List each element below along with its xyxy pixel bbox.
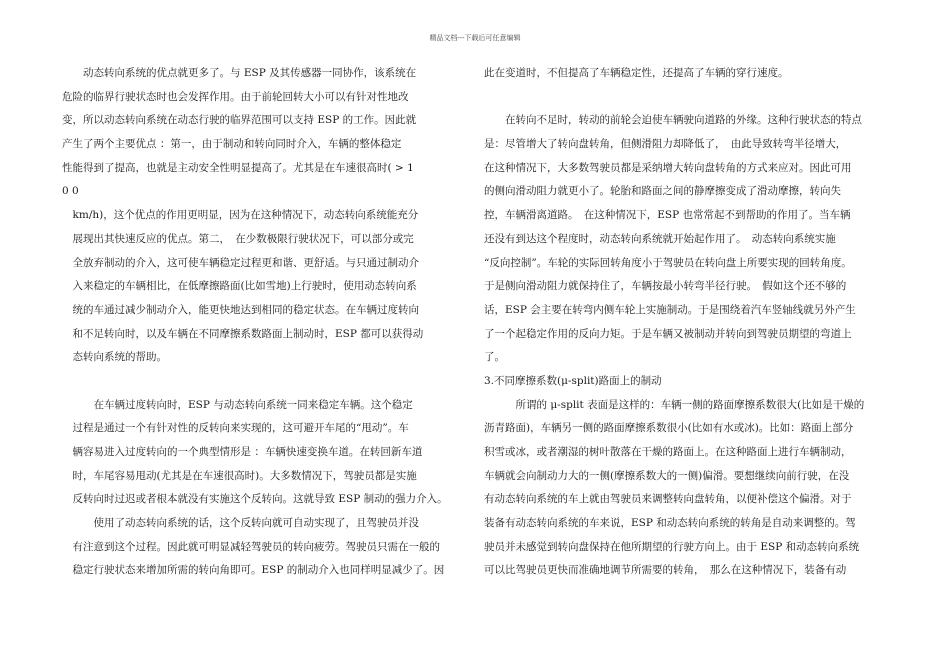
text-line: 和不足转向时，以及车辆在不同摩擦系数路面上制动时，ESP 都可以获得动 [62,327,424,340]
text-line: 了。 [484,351,505,364]
text-line: 稳定行驶状态来增加所需的转向角即可。ESP 的制动介入也同样明显减少了。因 [62,564,445,577]
text-line: 于是侧向滑动阻力就保持住了，车辆按最小转弯半径行驶。 假如这个还不够的 [484,280,847,293]
text-line: 此在变道时，不但提高了车辆稳定性，还提高了车辆的穿行速度。 [484,67,789,79]
text-line: 统的车通过减少制动介入，能更快地达到相同的稳定状态。在车辆过度转向 [62,303,419,316]
text-line: 是：尽管增大了转向盘转角，但侧滑阻力却降低了， 由此导致转弯半径增大， [484,138,847,151]
text-line: 危险的临界行驶状态时也会发挥作用。由于前轮回转大小可以有针对性地改 [62,90,409,103]
left-column [62,62,472,583]
text-line: 所谓的 μ-split 表面是这样的：车辆一侧的路面摩擦系数很大(比如是干燥的 [484,398,865,411]
text-line: 话，ESP 会主要在转弯内侧车轮上实施制动。于是围绕着汽车竖轴线就另外产生 [484,303,856,316]
text-line: 驶员并未感觉到转向盘保持在他所期望的行驶方向上。由于 ESP 和动态转向系统 [484,540,860,553]
text-line: 沥青路面)，车辆另一侧的路面摩擦系数很小(比如有水或冰)。比如：路面上部分 [484,422,854,435]
text-line: “反向控制”。车轮的实际回转角度小于驾驶员在转向盘上所要实现的回转角度。 [484,256,852,269]
text-line: 有动态转向系统的车上就由驾驶员来调整转向盘转角，以便补偿这个偏滑。对于 [484,493,852,506]
text-line: 0 0 [62,185,79,198]
text-line: 在车辆过度转向时，ESP 与动态转向系统一同来稳定车辆。这个稳定 [62,398,413,411]
text-line: km/h)，这个优点的作用更明显，因为在这种情况下，动态转向系统能充分 [62,209,419,222]
text-line: 在这种情况下，大多数驾驶员都是采纳增大转向盘转角的方式来应对。因此可用 [484,161,852,174]
paragraph-gap [484,86,888,110]
text-line: 有注意到这个过程。因此就可明显减轻驾驶员的转向疲劳。驾驶员只需在一般的 [62,540,440,553]
paragraph-gap [62,370,472,394]
text-line: 控，车辆滑离道路。 在这种情况下，ESP 也常常起不到帮助的作用了。当车辆 [484,209,851,222]
text-line: 使用了动态转向系统的话，这个反转向就可自动实现了，且驾驶员并没 [62,517,419,530]
text-line: 的侧向滑动阻力就更小了。轮胎和路面之间的静摩擦变成了滑动摩擦，转向失 [484,185,841,198]
text-line: 积雪或冰，或者潮湿的树叶散落在干燥的路面上。在这种路面上进行车辆制动， [484,446,852,458]
text-line: 在转向不足时，转动的前轮会迫使车辆驶向道路的外缘。这种行驶状态的特点 [484,114,862,127]
text-line: 车辆就会向制动力大的一侧(摩擦系数大的一侧)偏滑。要想继续向前行驶，在没 [484,469,850,482]
page-header: 精品文档---下载后可任意编辑 [429,34,521,42]
text-line: 入来稳定的车辆相比，在低摩擦路面(比如雪地)上行驶时，使用动态转向系 [62,280,417,293]
text-line: 了一个起稳定作用的反向力矩。于是车辆又被制动并转向到驾驶员期望的弯道上 [484,327,852,340]
text-line: 过程是通过一个有针对性的反转向来实现的，这可避开车尾的“甩动”。车 [62,422,409,435]
text-line: 辆容易进入过度转向的一个典型情形是 ：车辆快速变换车道。在转回新车道 [62,446,423,458]
text-line: 动态转向系统的优点就更多了。与 ESP 及其传感器一同协作，该系统在 [62,67,417,79]
text-line: 时，车尾容易甩动(尤其是在车速很高时)。大多数情况下，驾驶员都是实施 [62,469,417,482]
text-line: 产生了两个主要优点 ：第一，由于制动和转向同时介入，车辆的整体稳定 [62,138,402,151]
text-line: 展现出其快速反应的优点。第二， 在少数极限行驶状况下，可以部分或完 [62,232,414,245]
text-line: 装备有动态转向系统的车来说，ESP 和动态转向系统的转角是自动来调整的。驾 [484,517,856,530]
text-line: 反转向时过迟或者根本就没有实施这个反转向。这就导致 ESP 制动的强力介入。 [62,493,448,506]
text-line: 变，所以动态转向系统在动态行驶的临界范围可以支持 ESP 的工作。因此就 [62,114,417,127]
text-line: 全放弃制动的介入，这可使车辆稳定过程更和谐、更舒适。与只通过制动介 [62,256,419,269]
text-line: 还没有到达这个程度时，动态转向系统就开始起作用了。 动态转向系统实施 [484,232,836,245]
right-column [484,62,888,583]
text-line: 可以比驾驶员更快而准确地调节所需要的转角， 那么在这种情况下，装备有动 [484,564,847,577]
text-line: 态转向系统的帮助。 [62,351,167,364]
text-line: 性能得到了提高，也就是主动安全性明显提高了。尤其是在车速很高时( > 1 [62,161,414,174]
section-heading: 3.不同摩擦系数(μ-split)路面上的制动 [484,374,662,387]
